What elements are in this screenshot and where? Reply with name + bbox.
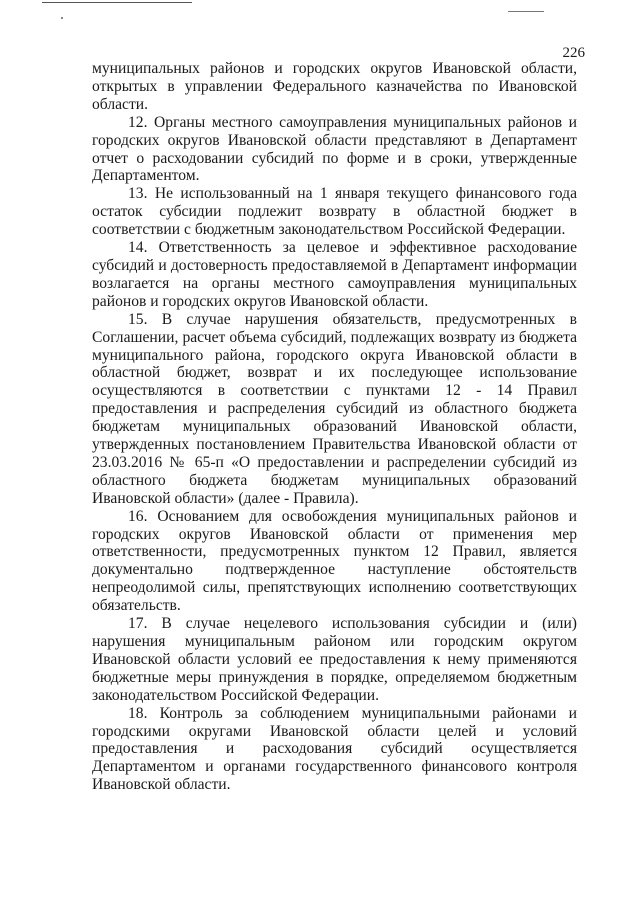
paragraph-14: 14. Ответственность за целевое и эффективное расходование субсидий и достоверность предоставляемой в Департамент информации возлагается на органы местного самоуправления муниципальных районов и городских округов Ивановской области. — [92, 239, 577, 310]
paragraph-15: 15. В случае нарушения обязательств, предусмотренных в Соглашении, расчет объема субсидий, подлежащих возврату из бюджета муниципального района, городского округа Ивановской области в областной бюджет, возврат и их последующее использование осуществляются в соответствии с пунктами 12 - 14 Правил предоставления и распределения субсидий из областного бюджета бюджетам муниципальных образований Ивановской области, утвержденных постановлением Правительства Ивановской области от 23.03.2016 № 65-п «О предоставлении и распределении субсидий из областного бюджета бюджетам муниципальных образований Ивановской области» (далее - Правила). — [92, 310, 577, 507]
paragraph-17: 17. В случае нецелевого использования субсидии и (или) нарушения муниципальным районом или городским округом Ивановской области условий ее предоставления к нему применяются бюджетные меры принуждения в порядке, определяемом бюджетным законодательством Российской Федерации. — [92, 615, 577, 704]
scan-artifact-dot — [61, 17, 63, 19]
page-number: 226 — [562, 45, 585, 61]
scan-artifact-top-line — [42, 2, 192, 3]
scan-artifact-right-line — [508, 11, 544, 12]
paragraph-18: 18. Контроль за соблюдением муниципальными районами и городскими округами Ивановской области целей и условий предоставления и расходования субсидий осуществляется Департаментом и органами государственного финансового контроля Ивановской области. — [92, 704, 577, 794]
paragraph-13: 13. Не использованный на 1 января текущего финансового года остаток субсидии подлежит возврату в областной бюджет в соответствии с бюджетным законодательством Российской Федерации. — [92, 185, 577, 239]
paragraph-12: 12. Органы местного самоуправления муниципальных районов и городских округов Ивановской области представляют в Департамент отчет о расходовании субсидий по форме и в сроки, утвержденные Департаментом. — [92, 113, 577, 185]
paragraph-16: 16. Основанием для освобождения муниципальных районов и городских округов Ивановской области от применения мер ответственности, предусмотренных пунктом 12 Правил, является документально подтвержденное наступление обстоятельств непреодолимой силы, препятствующих исполнению соответствующих обязательств. — [92, 507, 577, 615]
document-body — [92, 60, 577, 794]
paragraph-continuation: муниципальных районов и городских округов Ивановской области, открытых в управлении Федерального казначейства по Ивановской области. — [92, 60, 577, 113]
